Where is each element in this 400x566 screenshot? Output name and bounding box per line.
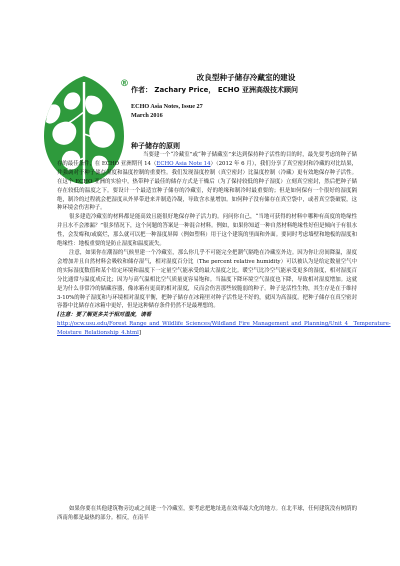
header — [131, 72, 371, 96]
paragraph-3: 注意，如果你在潮湿的气候里建一个冷藏室，那么你几乎不可能完全把潮气隔绝在冷藏室外边。因为你让房间降温，湿度会增加并且自然材料会吸收和储存湿气，相对湿度百分比（The percent relative humidity）可以被认为是给定数量空气中的实际湿度数值和某个给定环境和温度下一定量空气能承受的最大湿度之比。暖空气比冷空气能承受更多的湿度，相对湿度百分比通常与温度成反比；因为与高气温相比空气质量更容易饱和。当温度下降环境空气湿度也下降，导致相对湿度增加。这就是为什么非常冷的储藏容器，像冰箱有更高的相对湿度，反而会伤害那些较脆弱的种子。种子是活性生物，其生存是在于维持 3-10%的种子湿度和与环境相对湿度平衡，把种子储存在冰箱里对种子活性是不好的，就因为高湿度。把种子储存在真空密封容器中比储存在冰箱中更好，但是这种储存条件仍然不是最理想的。 — [57, 249, 357, 310]
echo-asia-note-14-link[interactable]: ECHO Asia Note 14 — [156, 160, 211, 167]
note-label: [注意：要了解更多关于相对湿度，请看 — [57, 312, 152, 319]
section-heading: 种子储存的原则 — [131, 142, 180, 150]
paragraph-1: 当要建一个“冷藏室”或“种子储藏室”来达到保持种子活性的目的时，最先要考虑的种子储存的最佳条件，在 ECHO 亚洲期刊 14（ECHO Asia Note 14）（2012 年 6 月），我们分享了真空密封和冷藏的对比结果，并强调对于种子储存湿度和温度控制的重要性。我们发现湿度控制（真空密封）比温度控制（冷藏）更有效地保存种子活性。在这个 ECHO 亚洲的实验中，热带种子最佳的储存方式是干燥后（为了保持较低的种子湿度）立刻真空密封，然后把种子储存在较低的温度之下。要设计一个最适宜种子储存的冷藏室，好的绝缘和制冷时最重要的；但是如何保有一个很好的湿度隔绝，制冷的过程就会把湿度从外界带进来并制造冷凝，导致含水量增加。如何种子没有储存在真空袋中，或者真空袋破裂，这种环境会伤害种子。 — [57, 152, 357, 212]
paragraph-2: 很多建造冷藏室的材料都是能高效且能很好地保存种子活力的。问问你自己，“当地可获得的材料中哪种有高度的绝缘性并且水不会渗漏？”很多情况下，这个问题的答案是一种混合材料。例如，如果你知道一种自然材料绝缘性好但是倾向于有很水性，会发霉和/或腐烂，那么就可以把一种湿度屏障（例如塑料）用于这个建筑的里面和外面。要同时考虑墙壁和地板的湿度和绝缘性：地板重要的是防止湿度和温度流失。 — [57, 214, 357, 248]
relative-humidity-link[interactable]: http://ocw.usu.edu/Forest_Range_and_Wildlife_Sciences/Wildland_Fire_Management_and_Planning/Unit_4__Temperature-Moisture_Relationship_4.html — [57, 321, 391, 337]
note-paragraph: [注意：要了解更多关于相对湿度，请看 http://ocw.usu.edu/Forest_Range_and_Wildlife_Sciences/Wildland_Fire_Management_and_Planning/Unit_4__Temperature-Moisture_Relationship_4.html] — [57, 312, 391, 337]
publication-meta — [131, 102, 203, 120]
article-body-continued — [57, 505, 357, 523]
registered-mark: ® — [120, 79, 129, 89]
paragraph-4: 如果你要在其他建筑物旁边或之间建一个冷藏室，要考虑把地址选在效率最大化的地方。在北半球，任何建筑没有树荫的西南角都是最热的部分。相反，在南半 — [57, 506, 357, 521]
date-label: March 2016 — [131, 112, 163, 119]
author-line: 作者： Zachary Price， ECHO 亚洲高级技术顾问 — [131, 86, 299, 94]
article-body — [57, 151, 391, 338]
page-title: 改良型种子储存冷藏室的建设 — [196, 73, 296, 82]
series-label: ECHO Asia Notes, Issue 27 — [131, 103, 203, 110]
